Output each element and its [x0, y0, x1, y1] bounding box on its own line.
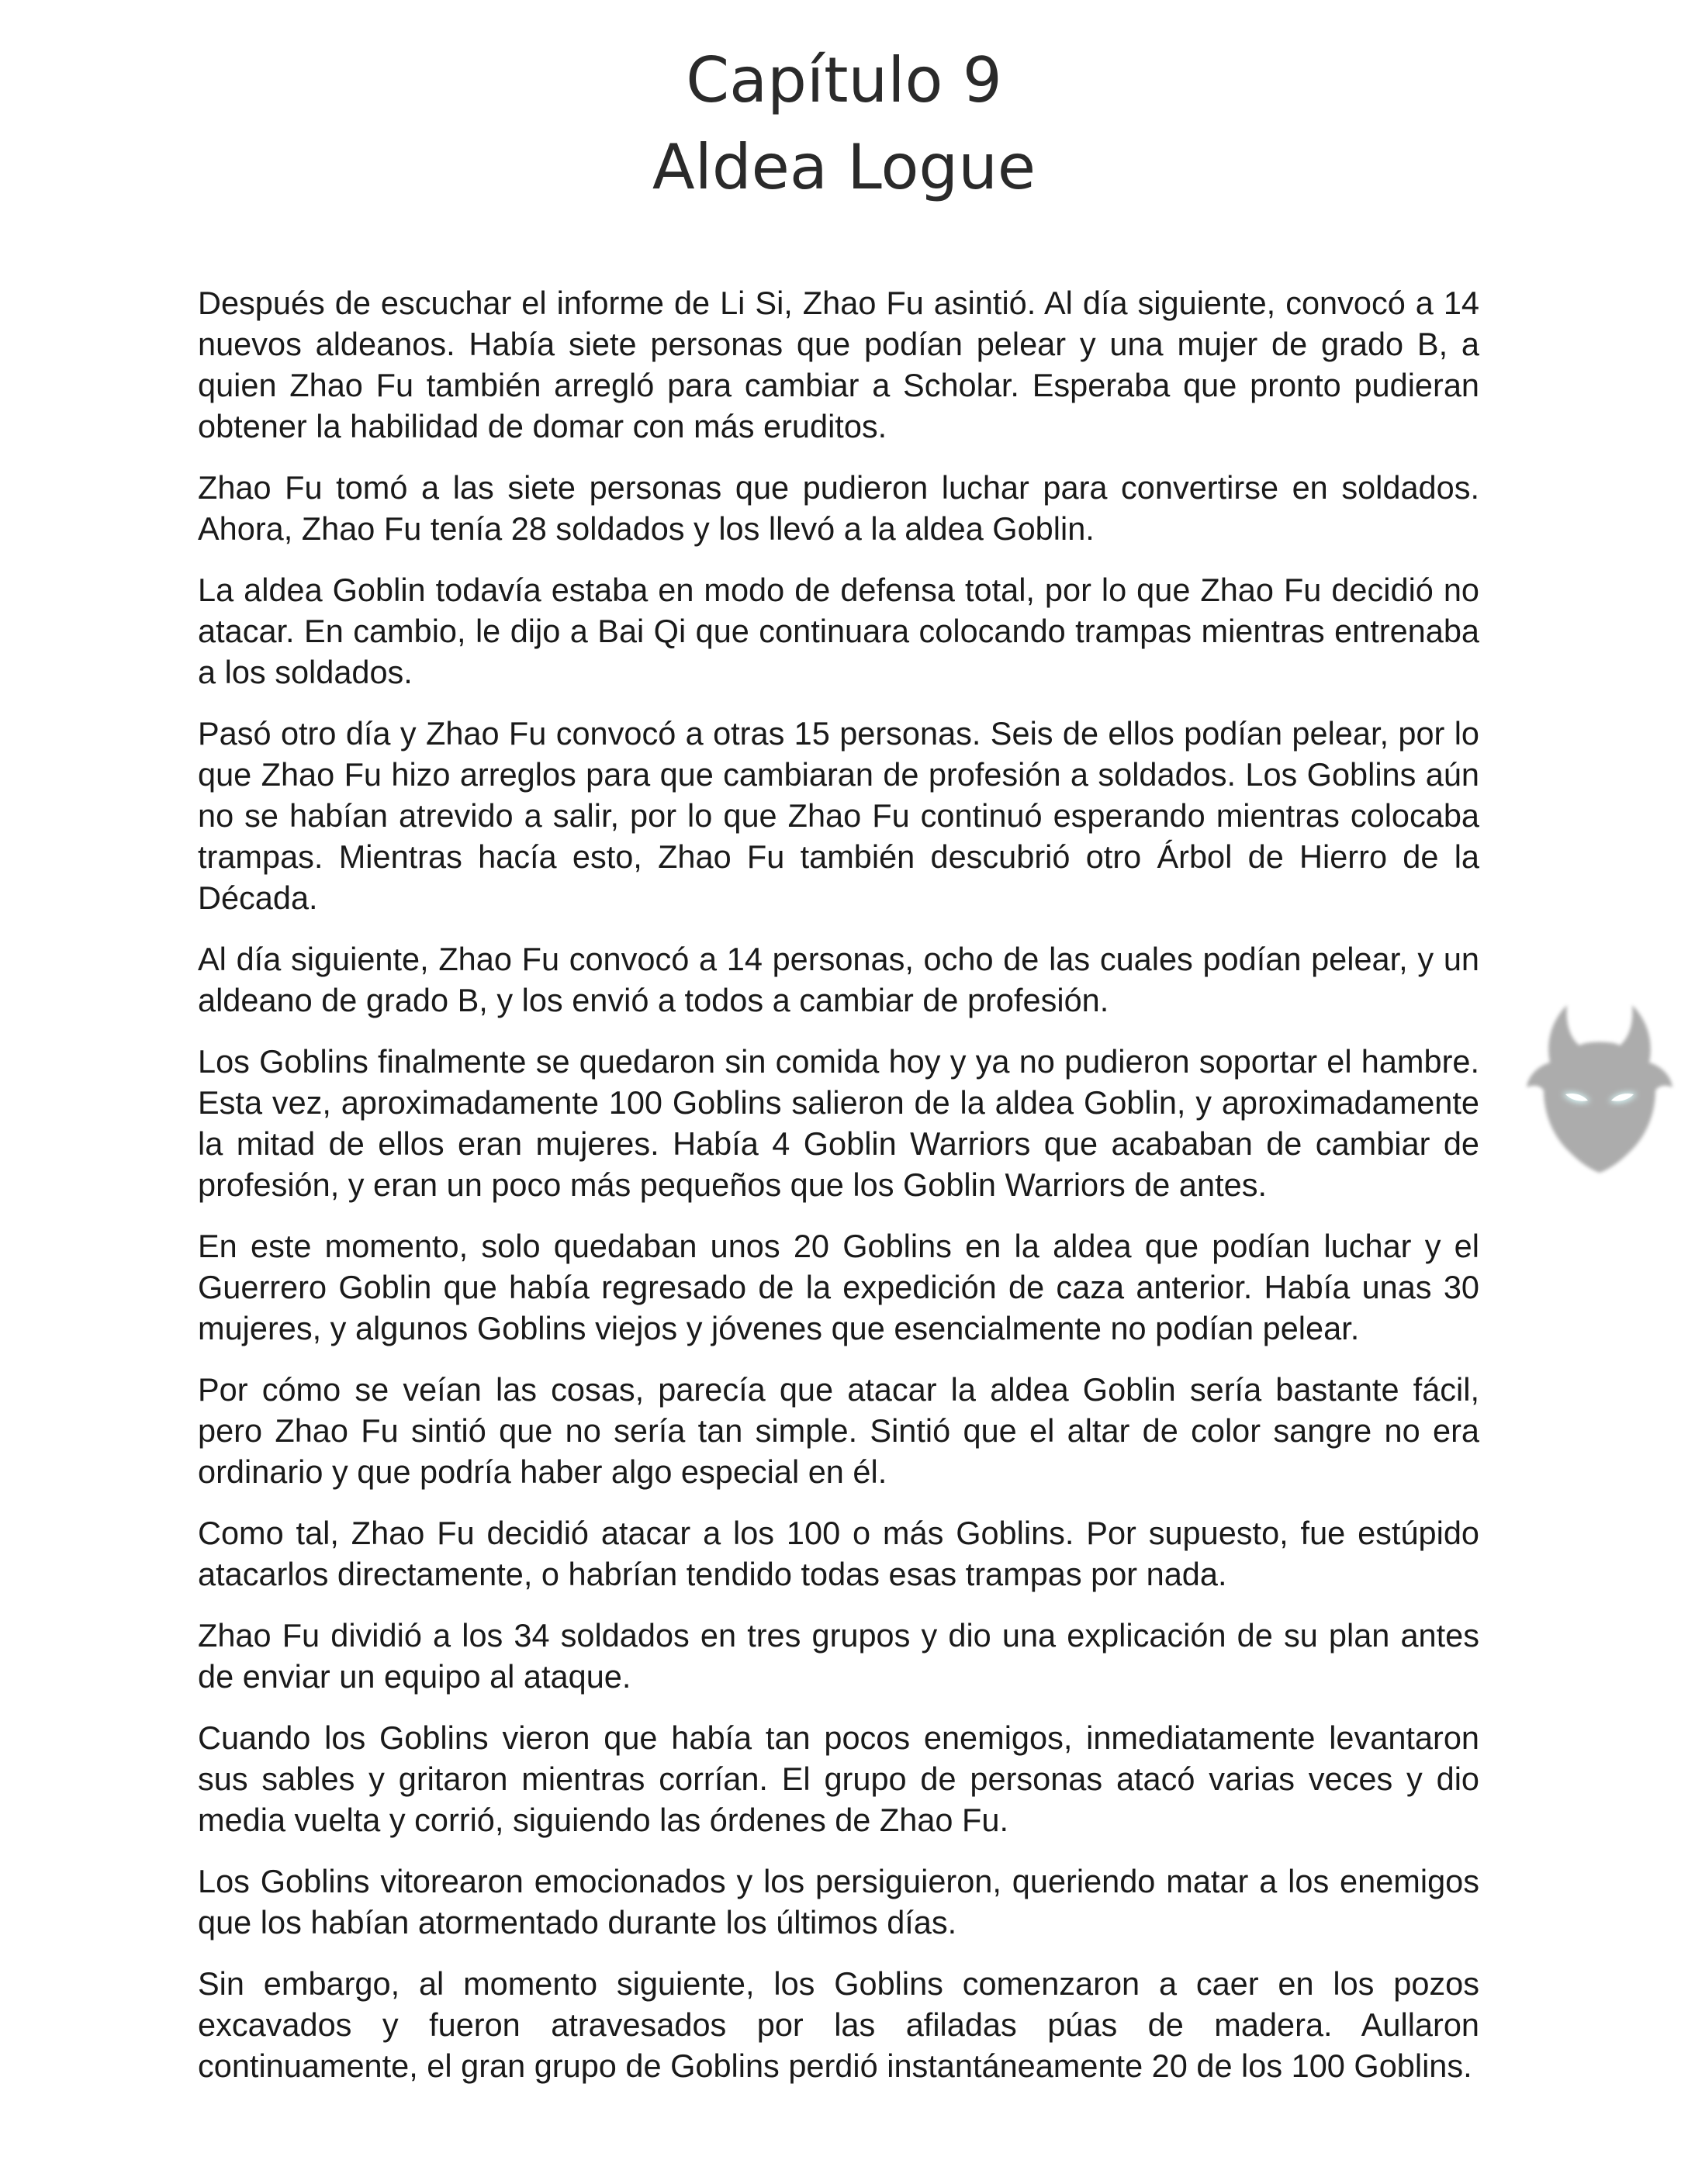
demon-head-icon [1522, 1000, 1677, 1179]
paragraph: La aldea Goblin todavía estaba en modo de defensa total, por lo que Zhao Fu decidió no atacar. En cambio, le dijo a Bai Qi que continuara colocando trampas mientras entrenaba a los soldados. [198, 572, 1479, 690]
paragraph: En este momento, solo quedaban unos 20 Goblins en la aldea que podían luchar y el Guerrero Goblin que había regresado de la expedición de caza anterior. Había unas 30 mujeres, y algunos Goblins viejos y jóvenes que esencialmente no podían pelear. [198, 1228, 1479, 1346]
paragraph: Zhao Fu tomó a las siete personas que pudieron luchar para convertirse en soldados. Ahora, Zhao Fu tenía 28 soldados y los llevó a la aldea Goblin. [198, 469, 1479, 547]
paragraph: Zhao Fu dividió a los 34 soldados en tres grupos y dio una explicación de su plan antes de enviar un equipo al ataque. [198, 1617, 1479, 1695]
paragraph: Al día siguiente, Zhao Fu convocó a 14 personas, ocho de las cuales podían pelear, y un aldeano de grado B, y los envió a todos a cambiar de profesión. [198, 941, 1479, 1018]
chapter-heading [0, 37, 1688, 211]
paragraph: Los Goblins finalmente se quedaron sin comida hoy y ya no pudieron soportar el hambre. Esta vez, aproximadamente 100 Goblins salieron de la aldea Goblin, y aproximadamente la mitad de ellos eran mujeres. Había 4 Goblin Warriors que acababan de cambiar de profesión, y eran un poco más pequeños que los Goblin Warriors de antes. [198, 1043, 1479, 1203]
paragraph: Pasó otro día y Zhao Fu convocó a otras 15 personas. Seis de ellos podían pelear, por lo que Zhao Fu hizo arreglos para que cambiaran de profesión a soldados. Los Goblins aún no se habían atrevido a salir, por lo que Zhao Fu continuó esperando mientras colocaba trampas. Mientras hacía esto, Zhao Fu también descubrió otro Árbol de Hierro de la Década. [198, 715, 1479, 916]
chapter-number: Capítulo 9 [686, 44, 1002, 116]
paragraph: Después de escuchar el informe de Li Si, Zhao Fu asintió. Al día siguiente, convocó a 14 nuevos aldeanos. Había siete personas que podían pelear y una mujer de grado B, a quien Zhao Fu también arregló para cambiar a Scholar. Esperaba que pronto pudieran obtener la habilidad de domar con más eruditos. [198, 285, 1479, 444]
chapter-title: Aldea Logue [652, 131, 1036, 203]
paragraph: Como tal, Zhao Fu decidió atacar a los 100 o más Goblins. Por supuesto, fue estúpido atacarlos directamente, o habrían tendido todas esas trampas por nada. [198, 1515, 1479, 1592]
paragraph: Por cómo se veían las cosas, parecía que atacar la aldea Goblin sería bastante fácil, pero Zhao Fu sintió que no sería tan simple. Sintió que el altar de color sangre no era ordinario y que podría haber algo especial en él. [198, 1371, 1479, 1490]
paragraph: Sin embargo, al momento siguiente, los Goblins comenzaron a caer en los pozos excavados y fueron atravesados por las afiladas púas de madera. Aullaron continuamente, el gran grupo de Goblins perdió instantáneamente 20 de los 100 Goblins. [198, 1965, 1479, 2084]
paragraph: Los Goblins vitorearon emocionados y los persiguieron, queriendo matar a los enemigos que los habían atormentado durante los últimos días. [198, 1863, 1479, 1940]
chapter-body [198, 282, 1479, 2106]
paragraph: Cuando los Goblins vieron que había tan pocos enemigos, inmediatamente levantaron sus sables y gritaron mientras corrían. El grupo de personas atacó varias veces y dio media vuelta y corrió, siguiendo las órdenes de Zhao Fu. [198, 1719, 1479, 1838]
